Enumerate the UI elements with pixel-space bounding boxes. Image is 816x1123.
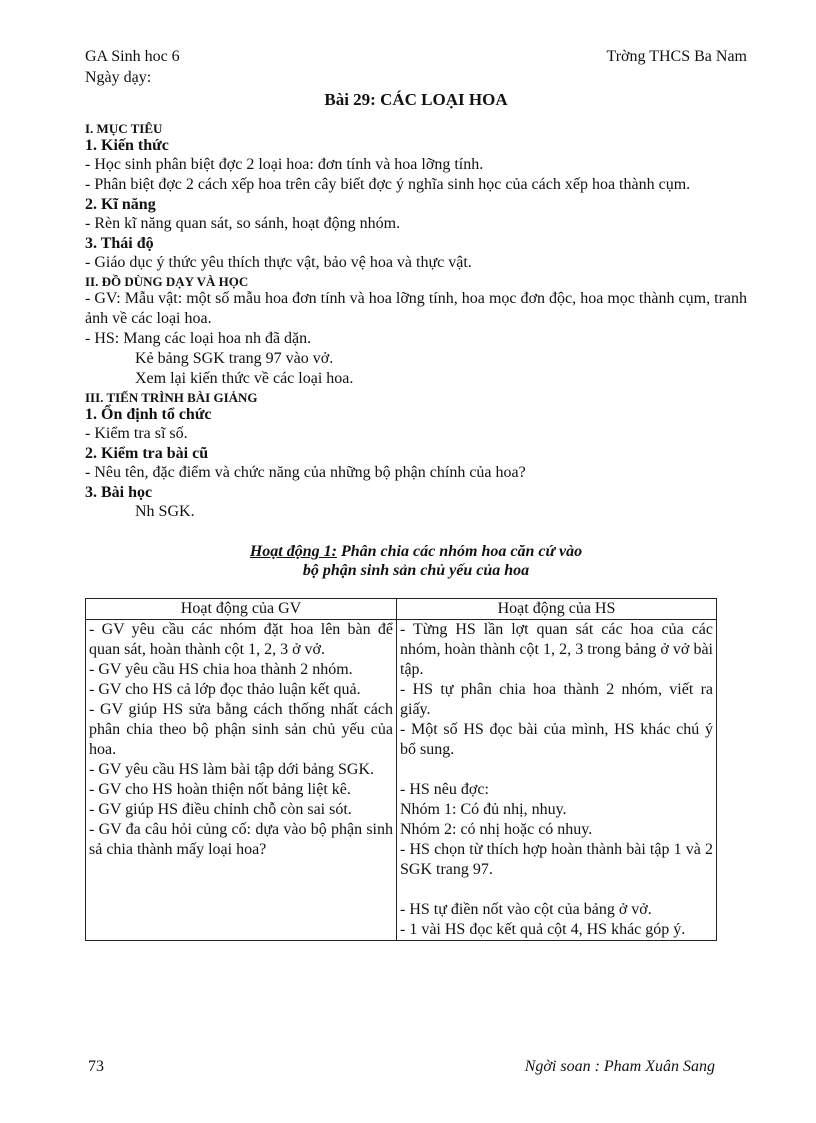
activity-heading bbox=[85, 542, 747, 580]
gv-item: - GV giúp HS sửa bằng cách thống nhất cách phân chia theo bộ phận sinh sản chủ yếu của hoa. bbox=[89, 701, 393, 758]
activity-label: Hoạt động 1: bbox=[249, 543, 337, 560]
organization-item-1: - Kiểm tra sĩ số. bbox=[85, 425, 188, 442]
spacer bbox=[400, 880, 713, 900]
sub-knowledge: 1. Kiến thức bbox=[85, 137, 169, 154]
teacher-activity-cell bbox=[86, 620, 397, 941]
sub-lesson: 3. Bài học bbox=[85, 484, 153, 501]
materials-student: - HS: Mang các loại hoa nh đã dặn. bbox=[85, 330, 312, 347]
gv-item: - GV yêu cầu HS chia hoa thành 2 nhóm. bbox=[89, 661, 353, 678]
page-header bbox=[85, 48, 747, 68]
header-teacher-activity: Hoạt động của GV bbox=[86, 599, 397, 620]
sub-skills: 2. Kĩ năng bbox=[85, 196, 156, 213]
spacer bbox=[400, 760, 713, 780]
gv-item: - GV yêu cầu HS làm bài tập dới bảng SGK. bbox=[89, 761, 375, 778]
hs-item: - HS chọn từ thích hợp hoàn thành bài tập 1 và 2 SGK trang 97. bbox=[400, 841, 713, 878]
header-student-activity: Hoạt động của HS bbox=[397, 599, 717, 620]
document-page bbox=[85, 48, 747, 941]
review-item-1: - Nêu tên, đặc điểm và chức năng của những bộ phận chính của hoa? bbox=[85, 464, 526, 481]
attitude-item-1: - Giáo dục ý thức yêu thích thực vật, bảo vệ hoa và thực vật. bbox=[85, 254, 472, 271]
hs-item: - 1 vài HS đọc kết quả cột 4, HS khác góp ý. bbox=[400, 921, 686, 938]
page-number: 73 bbox=[88, 1058, 104, 1075]
hs-item: Nhóm 1: Có đủ nhị, nhuy. bbox=[400, 801, 567, 818]
skills-item-1: - Rèn kĩ năng quan sát, so sánh, hoạt động nhóm. bbox=[85, 215, 401, 232]
hs-item: - Một số HS đọc bài của mình, HS khác chú ý bổ sung. bbox=[400, 721, 713, 758]
activity-title-line-1: Phân chia các nhóm hoa căn cứ vào bbox=[340, 543, 583, 560]
materials-student-3: Xem lại kiến thức về các loại hoa. bbox=[135, 370, 354, 387]
gv-item: - GV giúp HS điều chỉnh chỗ còn sai sót. bbox=[89, 801, 352, 818]
sub-attitude: 3. Thái độ bbox=[85, 235, 154, 252]
materials-teacher: - GV: Mẫu vật: một số mẫu hoa đơn tính và hoa lỡng tính, hoa mọc đơn độc, hoa mọc thành cụm, tranh ảnh về các loại hoa. bbox=[85, 290, 747, 327]
section-objectives: I. MỤC TIÊU bbox=[85, 121, 163, 136]
activity-title-line-2: bộ phận sinh sản chủ yếu của hoa bbox=[302, 562, 530, 579]
knowledge-item-1: - Học sinh phân biệt đợc 2 loại hoa: đơn tính và hoa lỡng tính. bbox=[85, 156, 484, 173]
header-school: Trờng THCS Ba Nam bbox=[606, 48, 747, 65]
hs-item: - HS tự phân chia hoa thành 2 nhóm, viết ra giấy. bbox=[400, 681, 713, 718]
section-procedure: III. TIẾN TRÌNH BÀI GIẢNG bbox=[85, 390, 258, 405]
hs-item: Nhóm 2: có nhị hoặc có nhuy. bbox=[400, 821, 593, 838]
hs-item: - Từng HS lần lợt quan sát các hoa của các nhóm, hoàn thành cột 1, 2, 3 trong bảng ở vở bài tập. bbox=[400, 621, 713, 678]
table-header-row bbox=[86, 599, 717, 620]
sub-organization: 1. Ổn định tổ chức bbox=[85, 406, 212, 423]
lesson-title: Bài 29: CÁC LOẠI HOA bbox=[324, 90, 508, 109]
table-row bbox=[86, 620, 717, 941]
lesson-item-1: Nh SGK. bbox=[135, 503, 195, 520]
section-materials: II. ĐỒ DÙNG DẠY VÀ HỌC bbox=[85, 274, 249, 289]
page-footer bbox=[85, 1058, 715, 1080]
footer-author: Ngời soan : Pham Xuân Sang bbox=[524, 1058, 715, 1075]
hs-item: - HS nêu đợc: bbox=[400, 781, 489, 798]
sub-review: 2. Kiểm tra bài cũ bbox=[85, 445, 209, 462]
gv-item: - GV cho HS hoàn thiện nốt bảng liệt kê. bbox=[89, 781, 351, 798]
teaching-date-label: Ngày dạy: bbox=[85, 69, 152, 86]
knowledge-item-2: - Phân biệt đợc 2 cách xếp hoa trên cây biết đợc ý nghĩa sinh học của cách xếp hoa thành cụm. bbox=[85, 176, 691, 193]
gv-item: - GV yêu cầu các nhóm đặt hoa lên bàn để quan sát, hoàn thành cột 1, 2, 3 ở vở. bbox=[89, 621, 393, 658]
student-activity-cell bbox=[397, 620, 717, 941]
gv-item: - GV cho HS cả lớp đọc thảo luận kết quả. bbox=[89, 681, 361, 698]
hs-item: - HS tự điền nốt vào cột của bảng ở vở. bbox=[400, 901, 652, 918]
activity-table bbox=[85, 598, 717, 941]
gv-item: - GV đa câu hỏi củng cố: dựa vào bộ phận sinh sả chia thành mấy loại hoa? bbox=[89, 821, 393, 858]
header-subject: GA Sinh hoc 6 bbox=[85, 48, 180, 65]
materials-student-2: Kẻ bảng SGK trang 97 vào vở. bbox=[135, 350, 334, 367]
